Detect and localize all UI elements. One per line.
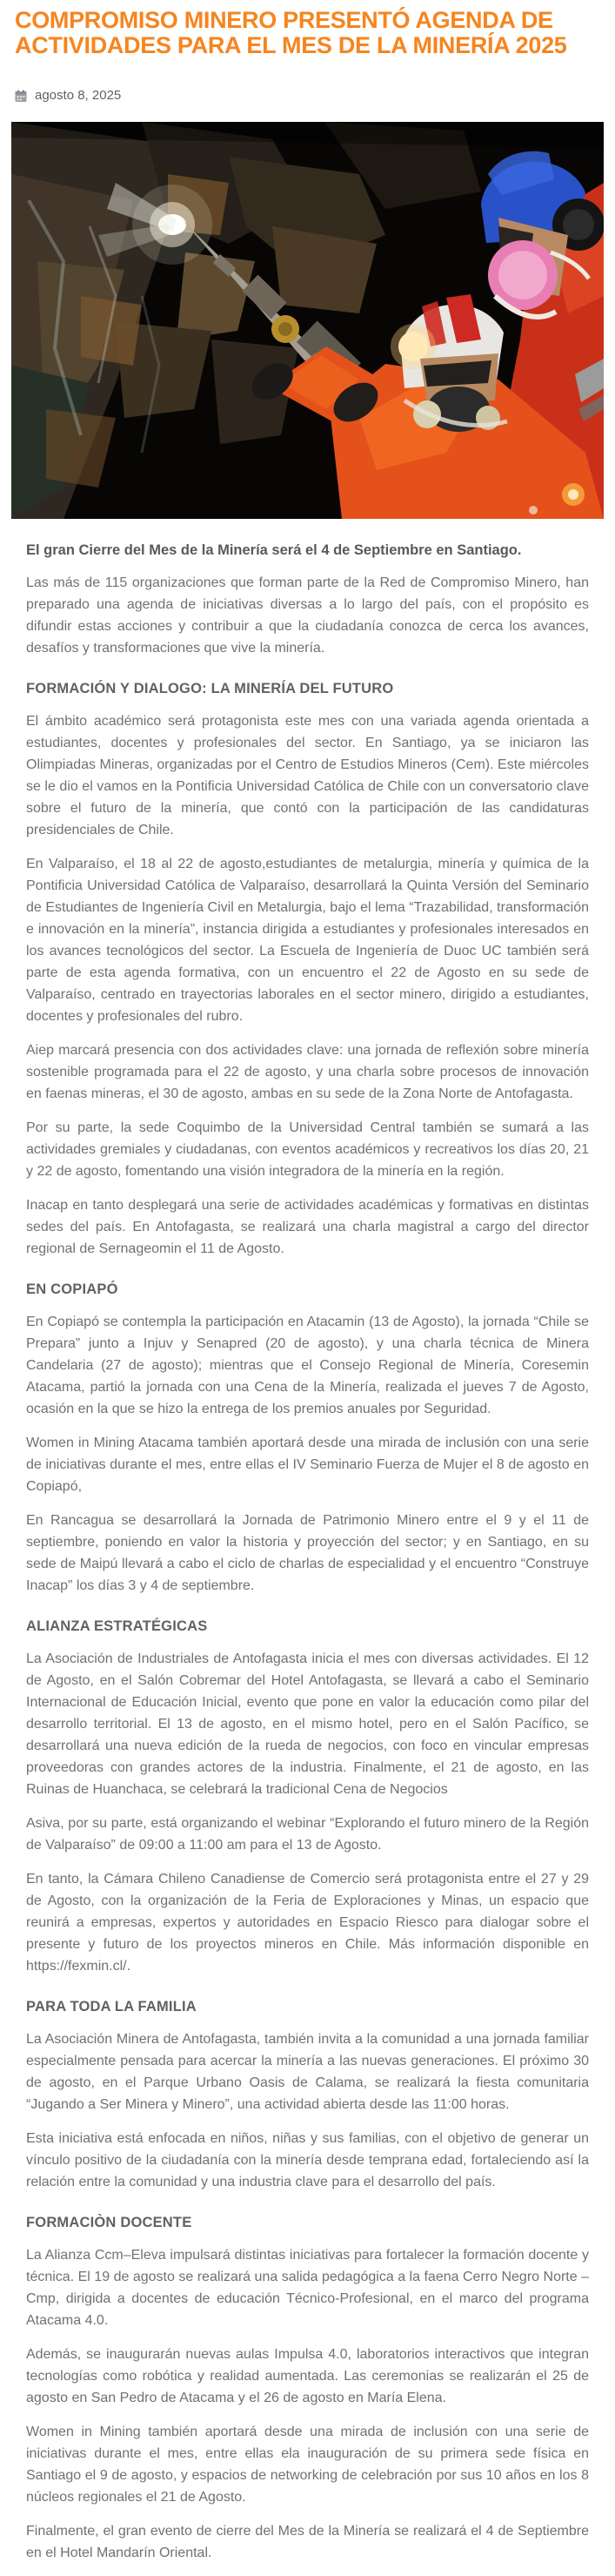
- section-heading-alianza-estrategicas: ALIANZA ESTRATÉGICAS: [26, 1618, 208, 1634]
- paragraph: La Alianza Ccm–Eleva impulsará distintas iniciativas para fortalecer la formación docente y técnica. El 19 de agosto se realizará una salida pedagógica a la faena Cerro Negro Norte – Cmp, dirigida a docentes de educación Técnico-Profesional, en el marco del programa Atacama 4.0.: [26, 2248, 589, 2328]
- paragraph: Por su parte, la sede Coquimbo de la Universidad Central también se sumará a las actividades gremiales y ciudadanas, con eventos académicos y recreativos los días 20, 21 y 22 de agosto, fomentando una visión integradora de la minería en la región.: [26, 1120, 589, 1179]
- hero-image: [11, 122, 604, 519]
- paragraph: Esta iniciativa está enfocada en niños, niñas y sus familias, con el objetivo de generar un vínculo positivo de la ciudadanía con la minería desde temprana edad, fortaleciendo así la relación entre la comunidad y una industria clave para el desarrollo del país.: [26, 2131, 589, 2189]
- paragraph: Aiep marcará presencia con dos actividades clave: una jornada de reflexión sobre minería sostenible programada para el 22 de agosto, y una charla sobre procesos de innovación en faenas mineras, el 30 de agosto, ambas en su sede de la Zona Norte de Antofagasta.: [26, 1043, 589, 1101]
- image-caption: El gran Cierre del Mes de la Minería será el 4 de Septiembre en Santiago.: [26, 542, 522, 558]
- calendar-icon: [15, 90, 27, 102]
- post-date: agosto 8, 2025: [35, 88, 122, 103]
- post-meta: [15, 88, 600, 103]
- paragraph: En Rancagua se desarrollará la Jornada de Patrimonio Minero entre el 9 y el 11 de septiembre, poniendo en valor la historia y proyección del sector; y en Santiago, en su sede de Maipú llevará a cabo el ciclo de charlas de especialidad y el encuentro “Construye Inacap” los días 3 y 4 de septiembre.: [26, 1513, 589, 1593]
- mine-scene-illustration: [11, 122, 604, 519]
- paragraph: Las más de 115 organizaciones que forman parte de la Red de Compromiso Minero, han preparado una agenda de iniciativas diversas a lo largo del país, con el propósito es difundir estas acciones y contribuir a que la ciudadanía conozca de cerca los avances, desafíos y transformaciones que vive la minería.: [26, 575, 589, 656]
- article-body: [11, 572, 604, 2564]
- page-title-line-2: ACTIVIDADES PARA EL MES DE LA MINERÍA 2025: [15, 32, 567, 58]
- paragraph: Women in Mining también aportará desde una mirada de inclusión con una serie de iniciativas durante el mes, entre ellas ela inauguración de su primera sede física en Santiago el 9 de agosto, y espacios de networking de celebración por sus 10 años en los 8 núcleos regionales el 21 de Agosto.: [26, 2425, 589, 2505]
- paragraph: Women in Mining Atacama también aportará desde una mirada de inclusión con una serie de iniciativas durante el mes, entre ellas el IV Seminario Fuerza de Mujer el 8 de agosto en Copiapó,: [26, 1436, 589, 1494]
- article-page: [0, 8, 615, 2564]
- section-heading-en-copiapo: EN COPIAPÓ: [26, 1281, 118, 1297]
- page-title: [15, 8, 600, 58]
- paragraph: Además, se inaugurarán nuevas aulas Impulsa 4.0, laboratorios interactivos que integran tecnologías como robótica y realidad aumentada. Las ceremonias se realizarán el 25 de agosto en San Pedro de Atacama y el 26 de agosto en María Elena.: [26, 2347, 589, 2405]
- section-heading-formacion-dialogo: FORMACIÓN Y DIALOGO: LA MINERÍA DEL FUTURO: [26, 681, 394, 696]
- paragraph: Inacap en tanto desplegará una serie de actividades académicas y formativas en distintas sedes del país. En Antofagasta, se realizará una charla magistral a cargo del director regional de Sernageomin el 11 de Agosto.: [26, 1198, 589, 1256]
- section-heading-formacion-docente: FORMACIÒN DOCENTE: [26, 2215, 192, 2230]
- paragraph: En Copiapó se contempla la participación en Atacamin (13 de Agosto), la jornada “Chile se Prepara” junto a Injuv y Senapred (20 de agosto), y una charla técnica de Minera Candelaria (27 de agosto); mientras que el Consejo Regional de Minería, Coresemin Atacama, partió la jornada con una Cena de la Minería, realizada el jueves 7 de Agosto, ocasión en la que se hizo la entrega de los premios anuales por Seguridad.: [26, 1315, 589, 1416]
- page-title-line-1: COMPROMISO MINERO PRESENTÓ AGENDA DE: [15, 7, 553, 33]
- paragraph: Asiva, por su parte, está organizando el webinar “Explorando el futuro minero de la Región de Valparaíso” de 09:00 a 11:00 am para el 13 de Agosto.: [26, 1816, 589, 1853]
- paragraph: En tanto, la Cámara Chileno Canadiense de Comercio será protagonista entre el 27 y 29 de Agosto, con la organización de la Feria de Exploraciones y Minas, un espacio que reunirá a empresas, expertos y autoridades en Espacio Riesco para dialogar sobre el presente y futuro de los proyectos mineros en Chile. Más información disponible en https://fexmin.cl/.: [26, 1872, 589, 1974]
- paragraph: La Asociación de Industriales de Antofagasta inicia el mes con diversas actividades. El 12 de Agosto, en el Salón Cobremar del Hotel Antofagasta, se llevará a cabo el Seminario Internacional de Educación Inicial, evento que pone en valor la educación como pilar del desarrollo territorial. El 13 de agosto, en el mismo hotel, pero en el Salón Pacífico, se desarrollará una nueva edición de la rueda de negocios, con foco en vincular empresas proveedoras con grandes actores de la industria. Finalmente, el 21 de agosto, en las Ruinas de Huanchaca, se celebrará la tradicional Cena de Negocios: [26, 1651, 589, 1797]
- section-heading-para-toda-la-familia: PARA TODA LA FAMILIA: [26, 1999, 197, 2014]
- paragraph: En Valparaíso, el 18 al 22 de agosto,estudiantes de metalurgia, minería y química de la Pontificia Universidad Católica de Valparaíso, desarrollará la Quinta Versión del Seminario de Estudiantes de Ingeniería Civil en Metalurgia, bajo el lema “Trazabilidad, transformación e innovación en la minería”, instancia dirigida a estudiantes y profesionales interesados en los avances tecnológicos del sector. La Escuela de Ingeniería de Duoc UC también será parte de esta agenda formativa, con un encuentro el 22 de Agosto en su sede de Valparaíso, centrado en trayectorias laborales en el sector minero, dirigido a estudiantes, docentes y profesionales del rubro.: [26, 857, 589, 1024]
- paragraph: El ámbito académico será protagonista este mes con una variada agenda orientada a estudiantes, docentes y profesionales del sector. En Santiago, ya se iniciaron las Olimpiadas Mineras, organizadas por el Centro de Estudios Mineros (Cem). Este miércoles se le dio el vamos en la Pontificia Universidad Católica de Chile con un conversatorio clave sobre el futuro de la minería, que contó con la participación de las candidaturas presidenciales de Chile.: [26, 714, 589, 837]
- paragraph: La Asociación Minera de Antofagasta, también invita a la comunidad a una jornada familiar especialmente pensada para acercar la minería a las nuevas generaciones. El próximo 30 de agosto, en el Parque Urbano Oasis de Calama, se realizará la fiesta comunitaria “Jugando a Ser Minera y Minero”, una actividad abierta desde las 11:00 horas.: [26, 2032, 589, 2112]
- article: [0, 8, 615, 2564]
- paragraph: Finalmente, el gran evento de cierre del Mes de la Minería se realizará el 4 de Septiembre en el Hotel Mandarín Oriental.: [26, 2524, 589, 2560]
